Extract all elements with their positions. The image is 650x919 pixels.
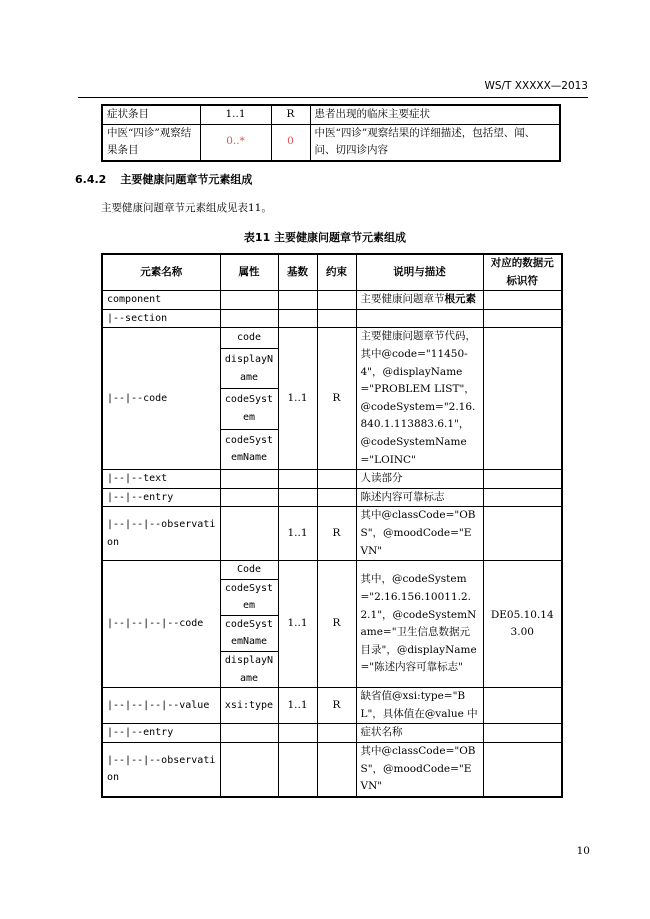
constraint: R	[317, 507, 356, 561]
element-name: |--|--|--|--value	[102, 688, 220, 724]
attribute: codeSystemName	[220, 615, 278, 651]
cardinality: 1..1	[278, 688, 317, 724]
table-row	[102, 743, 562, 797]
table-row	[102, 309, 562, 328]
element-name: component	[102, 291, 220, 310]
element-name: |--section	[102, 309, 220, 328]
section-number: 6.4.2	[75, 173, 107, 186]
section-heading	[75, 171, 252, 187]
description: 症状名称	[356, 724, 483, 743]
description: 主要健康问题章节代码，其中@code="11450-4"，@displayName="PROBLEM LIST"，@codeSystem="2.16.840.1.113883.6.1"，@codeSystemName="LOINC"	[356, 328, 483, 470]
table-cell: 症状条目	[102, 105, 200, 124]
description: 其中，@codeSystem="2.16.156.10011.2.2.1"，@codeSystemName="卫生信息数据元目录"，@displayName="陈述内容可靠标志"	[356, 561, 483, 688]
attribute: displayName	[220, 652, 278, 688]
element-name: |--|--|--observation	[102, 743, 220, 797]
cardinality: 1..1	[278, 561, 317, 688]
element-name: |--|--code	[102, 328, 220, 470]
column-header: 对应的数据元标识符	[483, 254, 562, 291]
description: 其中@classCode="OBS"，@moodCode="EVN"	[356, 743, 483, 797]
cardinality: 1..1	[278, 507, 317, 561]
table-row	[102, 561, 562, 580]
cardinality: 1..1	[278, 328, 317, 470]
table-row	[102, 291, 562, 310]
page-number: 10	[576, 845, 590, 857]
column-header: 说明与描述	[356, 254, 483, 291]
description: 人读部分	[356, 470, 483, 489]
attribute: displayName	[220, 349, 278, 389]
table-row	[102, 507, 562, 561]
constraint: R	[317, 328, 356, 470]
column-header: 属性	[220, 254, 278, 291]
table-row	[102, 688, 562, 724]
section-title: 主要健康问题章节元素组成	[120, 173, 253, 186]
table-row	[102, 328, 562, 349]
table-row	[102, 488, 562, 507]
element-name: |--|--|--observation	[102, 507, 220, 561]
column-header: 基数	[278, 254, 317, 291]
column-header: 约束	[317, 254, 356, 291]
attribute: codeSystemName	[220, 429, 278, 469]
element-name: |--|--entry	[102, 724, 220, 743]
intro-paragraph: 主要健康问题章节元素组成见表11。	[101, 202, 272, 214]
table-cell: 中医“四诊”观察结果的详细描述，包括望、闻、问、切四诊内容	[310, 124, 560, 161]
column-header: 元素名称	[102, 254, 220, 291]
table-cell: 1..1	[200, 105, 271, 124]
table-row	[102, 470, 562, 489]
description: 陈述内容可靠标志	[356, 488, 483, 507]
data-element-id: DE05.10.143.00	[483, 561, 562, 688]
element-name: |--|--text	[102, 470, 220, 489]
description: 主要健康问题章节根元素	[356, 291, 483, 310]
elements-table	[101, 253, 563, 798]
header-row	[102, 254, 562, 291]
table-caption: 表11 主要健康问题章节元素组成	[243, 231, 407, 244]
table-cell: R	[271, 105, 310, 124]
table-cell: 患者出现的临床主要症状	[310, 105, 560, 124]
document-id: WS/T XXXXX—2013	[484, 80, 588, 92]
table-row	[102, 124, 560, 161]
table-cell: 0	[271, 124, 310, 161]
attribute: codeSystem	[220, 389, 278, 429]
element-name: |--|--|--|--code	[102, 561, 220, 688]
continued-table	[101, 104, 561, 162]
table-row	[102, 105, 560, 124]
attribute: Code	[220, 561, 278, 580]
attribute: codeSystem	[220, 579, 278, 615]
header-rule	[78, 97, 588, 98]
table-cell: 中医“四诊”观察结果条目	[102, 124, 200, 161]
attribute: xsi:type	[220, 688, 278, 724]
constraint: R	[317, 688, 356, 724]
attribute: code	[220, 328, 278, 349]
element-name: |--|--entry	[102, 488, 220, 507]
table-row	[102, 724, 562, 743]
table-cell: 0..*	[200, 124, 271, 161]
description: 其中@classCode="OBS"，@moodCode="EVN"	[356, 507, 483, 561]
description: 缺省值@xsi:type="BL"，具体值在@value 中	[356, 688, 483, 724]
constraint: R	[317, 561, 356, 688]
